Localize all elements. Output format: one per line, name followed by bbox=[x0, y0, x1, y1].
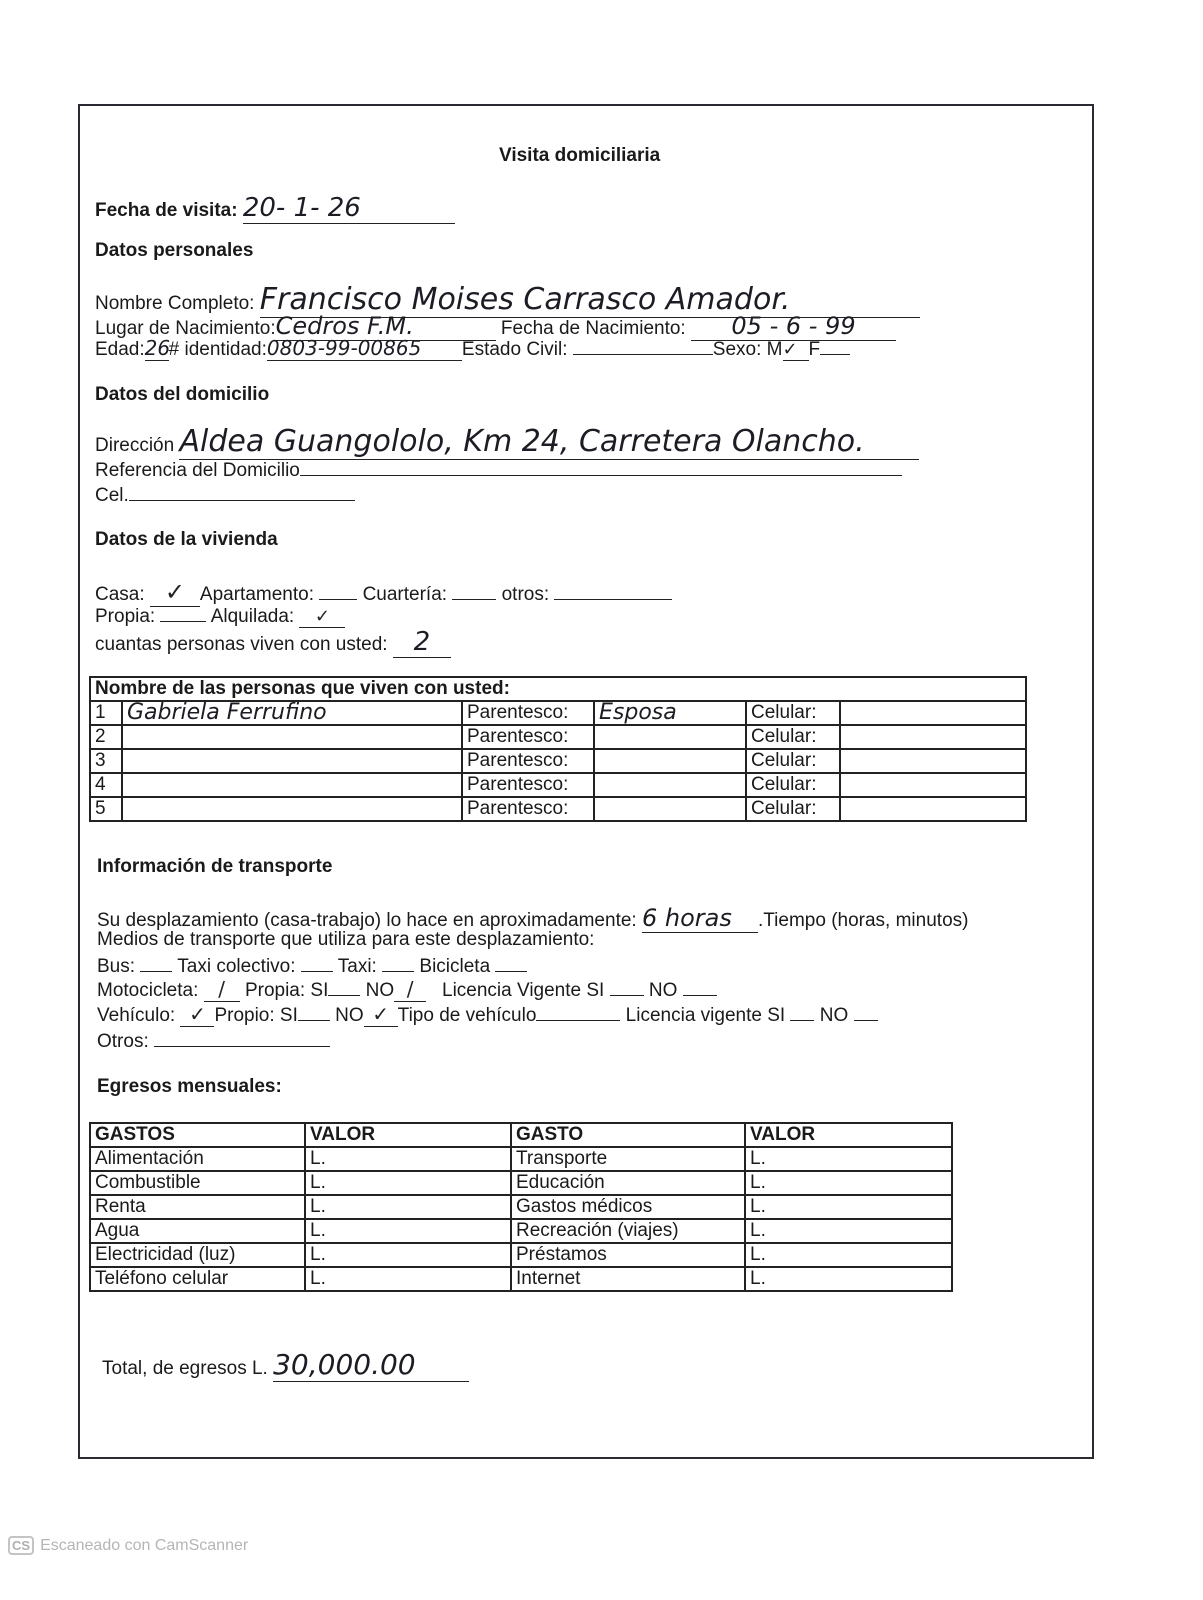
taxi-label: Taxi: bbox=[337, 956, 377, 977]
vehicle-no-label: NO bbox=[335, 1005, 364, 1026]
age-field[interactable]: 26 bbox=[144, 336, 171, 360]
table-row bbox=[90, 1195, 952, 1219]
birthplace-label: Lugar de Nacimiento: bbox=[95, 318, 276, 339]
expense-value-field[interactable]: L. bbox=[305, 1195, 511, 1219]
moto-no-label: NO bbox=[365, 980, 395, 1001]
parentesco-field[interactable] bbox=[594, 797, 746, 821]
table-row bbox=[90, 1147, 952, 1171]
member-name-field[interactable] bbox=[122, 773, 462, 797]
expense-value-field[interactable]: L. bbox=[305, 1219, 511, 1243]
expense-value-field[interactable]: L. bbox=[305, 1243, 511, 1267]
expense-label: Renta bbox=[90, 1195, 305, 1219]
expense-value-field[interactable]: L. bbox=[745, 1171, 952, 1195]
expense-label: Educación bbox=[511, 1171, 745, 1195]
vehicle-license-no-label: NO bbox=[819, 1005, 849, 1026]
parentesco-field[interactable] bbox=[594, 725, 746, 749]
commute-label: Su desplazamiento (casa-trabajo) lo hace en aproximadamente: bbox=[97, 910, 637, 931]
moto-checkmark[interactable]: / bbox=[204, 977, 240, 1002]
reference-row bbox=[95, 457, 902, 482]
moto-propia-label: Propia: SI bbox=[244, 980, 329, 1001]
celular-field[interactable] bbox=[840, 797, 1026, 821]
taxi-colectivo-label: Taxi colectivo: bbox=[177, 956, 296, 977]
sex-f-label: F bbox=[808, 339, 821, 360]
civil-status-label: Estado Civil: bbox=[461, 339, 568, 360]
people-count-field[interactable]: 2 bbox=[393, 627, 451, 658]
visit-date-field[interactable]: 20- 1- 26 bbox=[243, 193, 455, 224]
age-label: Edad: bbox=[95, 339, 145, 360]
cuarteria-label: Cuartería: bbox=[362, 584, 448, 605]
expense-value-field[interactable]: L. bbox=[745, 1267, 952, 1291]
bus-field[interactable] bbox=[140, 953, 172, 972]
table-row bbox=[90, 749, 1026, 773]
expense-label: Internet bbox=[511, 1267, 745, 1291]
expenses-header-row bbox=[90, 1123, 952, 1147]
visit-date-row bbox=[95, 193, 455, 224]
vehicle-license-no-field[interactable] bbox=[854, 1002, 878, 1021]
expense-value-field[interactable]: L. bbox=[745, 1219, 952, 1243]
visit-date-label: Fecha de visita: bbox=[95, 200, 238, 221]
alquilada-label: Alquilada: bbox=[210, 606, 295, 627]
vehicle-row bbox=[97, 1002, 878, 1027]
parentesco-label: Parentesco: bbox=[462, 773, 594, 797]
expense-label: Electricidad (luz) bbox=[90, 1243, 305, 1267]
casa-label: Casa: bbox=[95, 584, 145, 605]
table-row bbox=[90, 725, 1026, 749]
civil-status-field[interactable] bbox=[573, 336, 713, 355]
id-label: # identidad: bbox=[168, 339, 267, 360]
table-row bbox=[90, 701, 1026, 725]
vehicle-type-field[interactable] bbox=[536, 1002, 620, 1021]
moto-no-checkmark[interactable]: / bbox=[394, 977, 426, 1002]
domicile-heading: Datos del domicilio bbox=[95, 384, 270, 405]
reference-label: Referencia del Domicilio bbox=[95, 460, 300, 481]
birthplace-field[interactable]: Cedros F.M. bbox=[276, 312, 496, 341]
means-label: Medios de transporte que utiliza para este desplazamiento: bbox=[97, 929, 595, 950]
otros-field[interactable] bbox=[554, 581, 672, 600]
id-row bbox=[95, 336, 850, 361]
row-number: 3 bbox=[90, 749, 122, 773]
id-field[interactable]: 0803-99-00865 bbox=[267, 336, 462, 361]
member-name-field[interactable] bbox=[122, 797, 462, 821]
birthdate-field[interactable]: 05 - 6 - 99 bbox=[691, 312, 896, 341]
sex-m-checkmark[interactable]: ✓ bbox=[783, 339, 809, 361]
parentesco-field[interactable]: Esposa bbox=[594, 701, 746, 725]
household-table bbox=[89, 676, 1027, 822]
form-title: Visita domiciliaria bbox=[499, 145, 661, 166]
celular-label: Celular: bbox=[746, 773, 840, 797]
expense-value-field[interactable]: L. bbox=[305, 1267, 511, 1291]
casa-checkmark[interactable]: ✓ bbox=[150, 578, 200, 607]
expense-label: Gastos médicos bbox=[511, 1195, 745, 1219]
cel-row bbox=[95, 482, 355, 507]
cuarteria-field[interactable] bbox=[452, 581, 496, 600]
vehicle-license-label: Licencia vigente SI bbox=[625, 1005, 786, 1026]
cel-field[interactable] bbox=[129, 482, 355, 501]
table-row bbox=[90, 1267, 952, 1291]
people-count-label: cuantas personas viven con usted: bbox=[95, 634, 388, 655]
address-row bbox=[95, 424, 919, 460]
expense-label: Préstamos bbox=[511, 1243, 745, 1267]
column-header: VALOR bbox=[305, 1123, 511, 1147]
parentesco-label: Parentesco: bbox=[462, 749, 594, 773]
moto-license-label: Licencia Vigente SI bbox=[442, 980, 605, 1001]
reference-field[interactable] bbox=[300, 457, 902, 476]
commute-field[interactable]: 6 horas bbox=[642, 904, 758, 933]
transport-modes-row bbox=[97, 953, 527, 978]
total-label: Total, de egresos L. bbox=[102, 1358, 268, 1379]
household-header: Nombre de las personas que viven con usted: bbox=[90, 677, 1026, 701]
table-row bbox=[90, 1219, 952, 1243]
total-field[interactable]: 30,000.00 bbox=[273, 1348, 469, 1382]
parentesco-field[interactable] bbox=[594, 749, 746, 773]
member-name-field[interactable] bbox=[122, 749, 462, 773]
parentesco-label: Parentesco: bbox=[462, 701, 594, 725]
expense-value-field[interactable]: L. bbox=[305, 1147, 511, 1171]
member-name-field[interactable] bbox=[122, 725, 462, 749]
expense-label: Transporte bbox=[511, 1147, 745, 1171]
vehicle-type-label: Tipo de vehículo bbox=[397, 1005, 537, 1026]
table-row bbox=[90, 1171, 952, 1195]
address-field[interactable]: Aldea Guangololo, Km 24, Carretera Olancho. bbox=[179, 424, 919, 460]
tenure-row bbox=[95, 603, 345, 628]
taxi-field[interactable] bbox=[382, 953, 414, 972]
parentesco-label: Parentesco: bbox=[462, 725, 594, 749]
expense-label: Teléfono celular bbox=[90, 1267, 305, 1291]
expense-value-field[interactable]: L. bbox=[745, 1195, 952, 1219]
vehicle-license-si-field[interactable] bbox=[790, 1002, 814, 1021]
expense-label: Combustible bbox=[90, 1171, 305, 1195]
parentesco-label: Parentesco: bbox=[462, 797, 594, 821]
moto-license-no-field[interactable] bbox=[683, 977, 717, 996]
transport-heading: Información de transporte bbox=[97, 856, 333, 877]
camscanner-watermark bbox=[8, 1536, 248, 1555]
row-number: 4 bbox=[90, 773, 122, 797]
column-header: GASTO bbox=[511, 1123, 745, 1147]
transport-other-field[interactable] bbox=[154, 1028, 330, 1047]
personal-heading: Datos personales bbox=[95, 240, 254, 261]
celular-field[interactable] bbox=[840, 725, 1026, 749]
table-row bbox=[90, 773, 1026, 797]
taxi-colectivo-field[interactable] bbox=[301, 953, 333, 972]
name-label: Nombre Completo: bbox=[95, 293, 255, 314]
moto-license-no-label: NO bbox=[648, 980, 678, 1001]
celular-field[interactable] bbox=[840, 701, 1026, 725]
row-number: 5 bbox=[90, 797, 122, 821]
apartamento-label: Apartamento: bbox=[199, 584, 314, 605]
people-count-row bbox=[95, 627, 451, 658]
transport-other-label: Otros: bbox=[97, 1031, 149, 1052]
motorcycle-row bbox=[97, 977, 717, 1002]
housing-heading: Datos de la vivienda bbox=[95, 529, 278, 550]
celular-field[interactable] bbox=[840, 749, 1026, 773]
member-name-field[interactable]: Gabriela Ferrufino bbox=[122, 701, 462, 725]
cel-label: Cel. bbox=[95, 485, 129, 506]
sex-label: Sexo: M bbox=[712, 339, 783, 360]
alquilada-checkmark[interactable]: ✓ bbox=[299, 606, 345, 628]
birthdate-label: Fecha de Nacimiento: bbox=[500, 318, 686, 339]
camscanner-text: Escaneado con CamScanner bbox=[40, 1536, 249, 1554]
name-field[interactable]: Francisco Moises Carrasco Amador. bbox=[260, 282, 920, 318]
expense-value-field[interactable]: L. bbox=[745, 1147, 952, 1171]
bus-label: Bus: bbox=[97, 956, 136, 977]
celular-label: Celular: bbox=[746, 725, 840, 749]
expenses-heading: Egresos mensuales: bbox=[97, 1076, 282, 1097]
celular-label: Celular: bbox=[746, 749, 840, 773]
moto-label: Motocicleta: bbox=[97, 980, 199, 1001]
expense-value-field[interactable]: L. bbox=[305, 1171, 511, 1195]
otros-label: otros: bbox=[501, 584, 550, 605]
propia-label: Propia: bbox=[95, 606, 156, 627]
bicicleta-label: Bicicleta bbox=[419, 956, 491, 977]
commute-suffix: .Tiempo (horas, minutos) bbox=[757, 910, 969, 931]
propia-field[interactable] bbox=[160, 603, 206, 622]
column-header: GASTOS bbox=[90, 1123, 305, 1147]
celular-field[interactable] bbox=[840, 773, 1026, 797]
moto-license-si-field[interactable] bbox=[610, 977, 644, 996]
transport-other-row bbox=[97, 1028, 330, 1053]
table-row bbox=[90, 1243, 952, 1267]
vehicle-propio-label: Propio: SI bbox=[214, 1005, 298, 1026]
table-row bbox=[90, 797, 1026, 821]
expense-label: Agua bbox=[90, 1219, 305, 1243]
total-row bbox=[102, 1348, 469, 1382]
celular-label: Celular: bbox=[746, 797, 840, 821]
camscanner-logo-icon: CS bbox=[8, 1536, 34, 1555]
expense-value-field[interactable]: L. bbox=[745, 1243, 952, 1267]
expense-label: Recreación (viajes) bbox=[511, 1219, 745, 1243]
vehicle-label: Vehículo: bbox=[97, 1005, 176, 1026]
apartamento-field[interactable] bbox=[319, 581, 357, 600]
vehicle-propio-si-field[interactable] bbox=[298, 1002, 330, 1021]
row-number: 2 bbox=[90, 725, 122, 749]
sex-f-field[interactable] bbox=[820, 336, 850, 355]
expense-label: Alimentación bbox=[90, 1147, 305, 1171]
column-header: VALOR bbox=[745, 1123, 952, 1147]
bicicleta-field[interactable] bbox=[495, 953, 527, 972]
celular-label: Celular: bbox=[746, 701, 840, 725]
expenses-table bbox=[89, 1122, 953, 1292]
vehicle-no-checkmark[interactable]: ✓ bbox=[364, 1002, 398, 1027]
vehicle-checkmark[interactable]: ✓ bbox=[180, 1002, 214, 1027]
address-label: Dirección bbox=[95, 435, 175, 456]
moto-propia-si-field[interactable] bbox=[328, 977, 360, 996]
parentesco-field[interactable] bbox=[594, 773, 746, 797]
row-number: 1 bbox=[90, 701, 122, 725]
